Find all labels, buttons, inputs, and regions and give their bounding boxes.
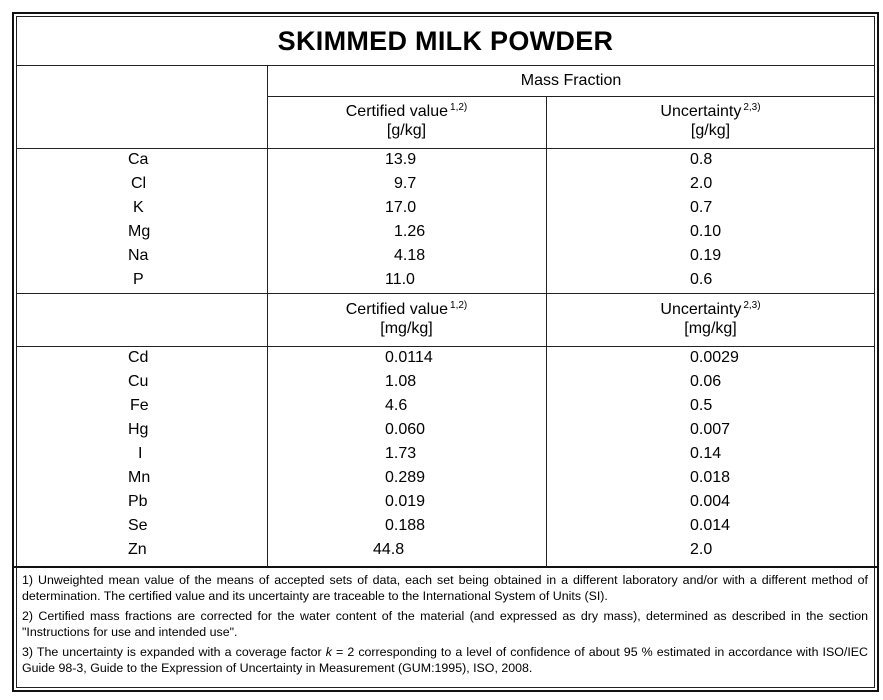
uncertainty-label: Uncertainty [660,301,742,318]
uncertainty-cell: 0.5 [690,397,713,414]
value-cell: 0.289 [385,469,426,486]
element-cell: Zn [128,541,147,558]
uncertainty-footnote-ref: 2,3) [743,102,761,113]
uncertainty-cell: 0.8 [690,151,713,168]
footnote-3-text-b: = 2 corresponding to a level of confidence of about 95 % estimated in accordance with ISO/IEC Guide 98-3, Guide to the Expression of Uncertainty in Measurement (GUM:1995), ISO, 2008. [22,645,868,675]
uncertainty-cell: 0.007 [690,421,731,438]
rule-section-divider [16,293,875,294]
element-cell: Hg [128,421,149,438]
table-row [0,370,883,394]
uncertainty-cell: 0.6 [690,271,713,288]
value-cell: 1.26 [394,223,426,240]
table-row [0,442,883,466]
uncertainty-unit: [mg/kg] [684,320,737,337]
value-cell: 0.188 [385,517,426,534]
value-cell: 9.7 [394,175,417,192]
value-cell: 4.6 [385,397,408,414]
element-cell: Mg [128,223,151,240]
uncertainty-cell: 0.7 [690,199,713,216]
element-cell: Fe [130,397,149,414]
rule-under-title [16,65,875,66]
certified-label: Certified value [345,301,449,318]
group-header: Mass Fraction [520,72,622,89]
table-row [0,490,883,514]
element-cell: Na [128,247,149,264]
table-row [0,244,883,268]
table-row [0,172,883,196]
uncertainty-cell: 0.018 [690,469,731,486]
value-cell: 4.18 [394,247,426,264]
table-row [0,466,883,490]
header-uncertainty-2 [546,300,875,338]
element-cell: Cl [131,175,147,192]
certified-footnote-ref: 1,2) [450,300,468,311]
value-cell: 44.8 [373,541,405,558]
element-cell: Cu [128,373,149,390]
value-cell: 0.019 [385,493,426,510]
element-cell: Ca [128,151,149,168]
value-cell: 1.08 [385,373,417,390]
uncertainty-cell: 2.0 [690,175,713,192]
certified-footnote-ref: 1,2) [450,102,468,113]
table-row [0,346,883,370]
table-row [0,268,883,292]
uncertainty-cell: 0.14 [690,445,722,462]
value-cell: 13.9 [385,151,417,168]
header-certified-value-1 [267,102,546,140]
element-cell: I [138,445,143,462]
uncertainty-cell: 0.0029 [690,349,739,366]
uncertainty-cell: 0.014 [690,517,731,534]
footnotes [22,572,868,680]
value-cell: 1.73 [385,445,417,462]
value-cell: 0.0114 [385,349,433,366]
uncertainty-cell: 0.10 [690,223,722,240]
element-cell: Cd [128,349,149,366]
footnote-1: 1) Unweighted mean value of the means of accepted sets of data, each set being obtained in a different laboratory and/or with a different method of determination. The certified value and its uncertainty are traceable to the International System of Units (SI). [22,573,868,603]
value-cell: 17.0 [385,199,417,216]
table-row [0,196,883,220]
certified-label: Certified value [345,103,449,120]
value-cell: 11.0 [385,271,415,288]
uncertainty-cell: 0.19 [690,247,722,264]
uncertainty-label: Uncertainty [660,103,742,120]
table-title: SKIMMED MILK POWDER [277,25,614,56]
table-row [0,538,883,562]
footnote-3-text-a: 3) The uncertainty is expanded with a coverage factor [22,645,326,659]
table-row [0,418,883,442]
rule-under-group-header [267,96,875,97]
table-row [0,514,883,538]
value-cell: 0.060 [385,421,426,438]
uncertainty-unit: [g/kg] [690,122,731,139]
table-row [0,220,883,244]
table-row [0,148,883,172]
element-cell: Mn [128,469,151,486]
element-cell: Pb [128,493,148,510]
table-row [0,394,883,418]
rule-above-notes [12,566,879,568]
footnote-2: 2) Certified mass fractions are corrected for the water content of the material (and expressed as dry mass), determined as described in the section "Instructions for use and intended use". [22,609,868,639]
header-uncertainty-1 [546,102,875,140]
uncertainty-cell: 0.06 [690,373,722,390]
footnote-3 [22,644,868,676]
element-cell: Se [128,517,148,534]
certified-unit: [mg/kg] [380,320,433,337]
footnote-3-k-symbol: k [325,645,332,659]
header-certified-value-2 [267,300,546,338]
uncertainty-cell: 0.004 [690,493,731,510]
element-cell: K [133,199,144,216]
certified-unit: [g/kg] [386,122,427,139]
uncertainty-cell: 2.0 [690,541,713,558]
element-cell: P [133,271,144,288]
uncertainty-footnote-ref: 2,3) [743,300,761,311]
